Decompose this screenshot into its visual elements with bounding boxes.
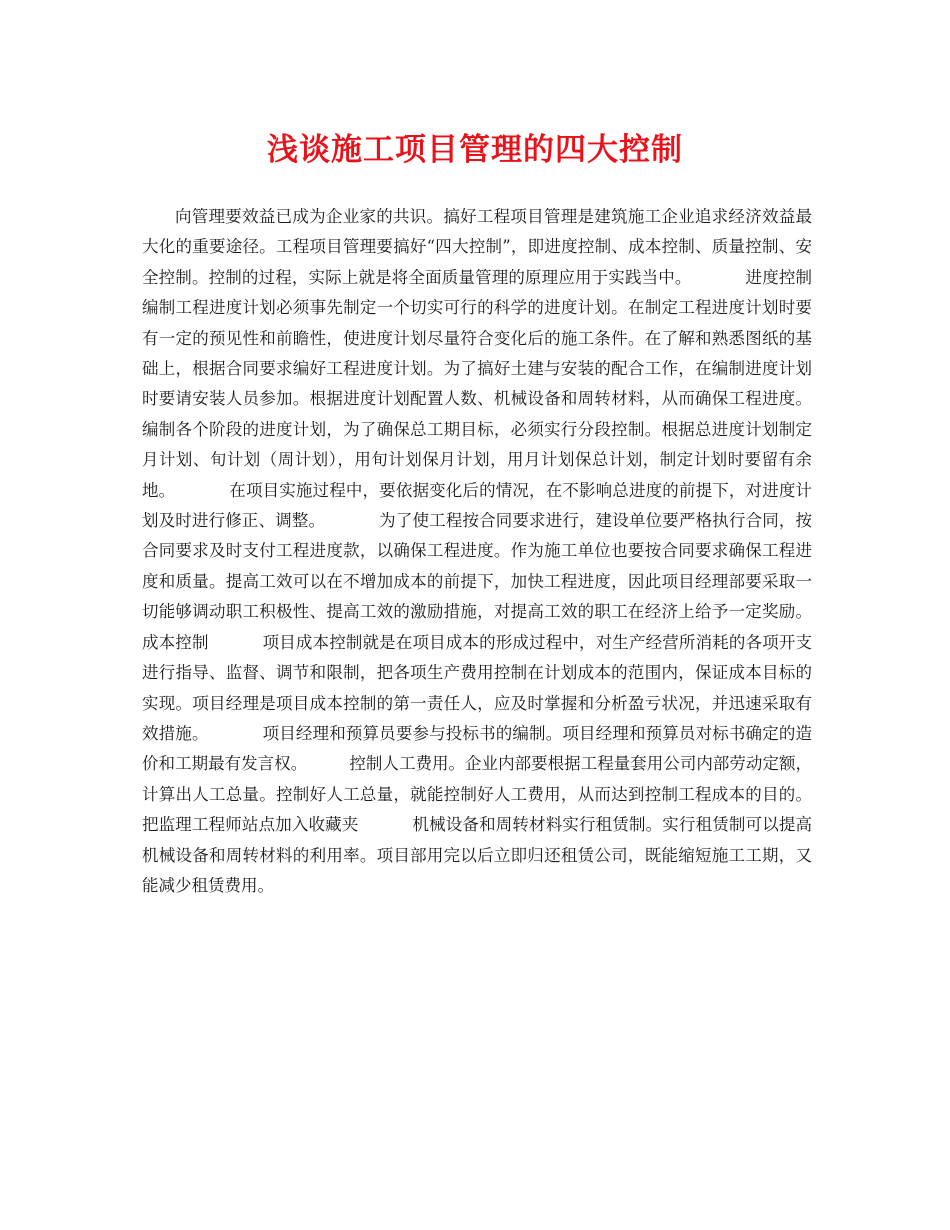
document-title: 浅谈施工项目管理的四大控制: [267, 132, 683, 168]
document-body: 向管理要效益已成为企业家的共识。搞好工程项目管理是建筑施工企业追求经济效益最大化的重要途径。工程项目管理要搞好“四大控制”，即进度控制、成本控制、质量控制、安全控制。控制的过程，实际上就是将全面质量管理的原理应用于实践当中。 进度控制 编制工程进度计划必须事先制定一个切实可行的科学的进度计划。在制定工程进度计划时要有一定的预见性和前瞻性，使进度计划尽量符合变化后的施工条件。在了解和熟悉图纸的基础上，根据合同要求编好工程进度计划。为了搞好土建与安装的配合工作，在编制进度计划时要请安装人员参加。根据进度计划配置人数、机械设备和周转材料，从而确保工程进度。编制各个阶段的进度计划，为了确保总工期目标，必须实行分段控制。根据总进度计划制定月计划、旬计划（周计划），用旬计划保月计划，用月计划保总计划，制定计划时要留有余地。 在项目实施过程中，要依据变化后的情况，在不影响总进度的前提下，对进度计划及时进行修正、调整。 为了使工程按合同要求进行，建设单位要严格执行合同，按合同要求及时支付工程进度款，以确保工程进度。作为施工单位也要按合同要求确保工程进度和质量。提高工效可以在不增加成本的前提下，加快工程进度，因此项目经理部要采取一切能够调动职工积极性、提高工效的激励措施，对提高工效的职工在经济上给予一定奖励。 成本控制 项目成本控制就是在项目成本的形成过程中，对生产经营所消耗的各项开支进行指导、监督、调节和限制，把各项生产费用控制在计划成本的范围内，保证成本目标的实现。项目经理是项目成本控制的第一责任人，应及时掌握和分析盈亏状况，并迅速采取有效措施。 项目经理和预算员要参与投标书的编制。项目经理和预算员对标书确定的造价和工期最有发言权。 控制人工费用。企业内部要根据工程量套用公司内部劳动定额，计算出人工总量。控制好人工总量，就能控制好人工费用，从而达到控制工程成本的目的。把监理工程师站点加入收藏夹 机械设备和周转材料实行租赁制。实行租赁制可以提高机械设备和周转材料的利用率。项目部用完以后立即归还租赁公司，既能缩短施工工期，又能减少租赁费用。: [142, 207, 865, 895]
